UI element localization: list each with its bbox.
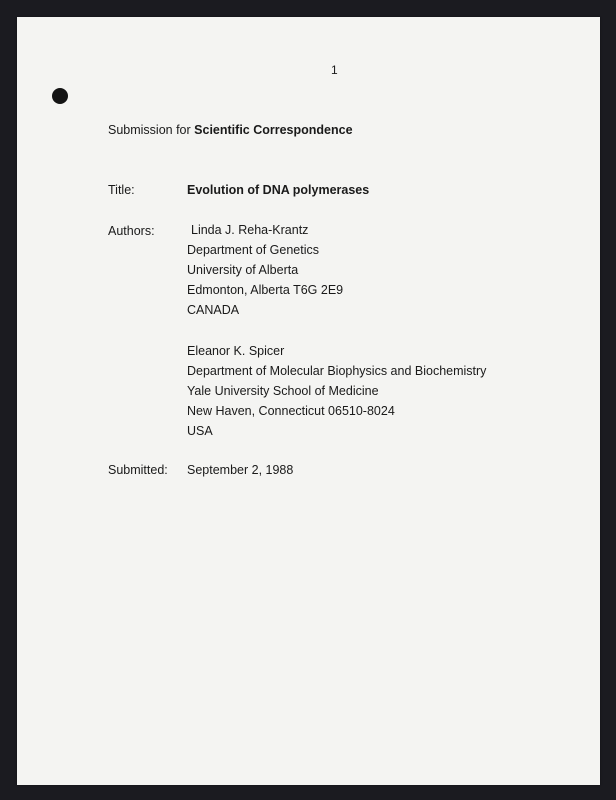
author2-address-line: New Haven, Connecticut 06510-8024 <box>187 404 395 418</box>
author2-name: Eleanor K. Spicer <box>187 344 285 358</box>
author2-address-line: Department of Molecular Biophysics and Biochemistry <box>187 364 487 378</box>
page-number: 1 <box>331 63 338 77</box>
author2-address-line: Yale University School of Medicine <box>187 384 379 398</box>
submitted-label: Submitted: <box>108 463 168 477</box>
author1-block <box>187 220 343 320</box>
punch-hole <box>52 88 68 104</box>
submission-heading <box>108 123 353 137</box>
author2-block <box>187 341 486 441</box>
author1-address-line: University of Alberta <box>187 263 299 277</box>
title-value: Evolution of DNA polymerases <box>187 183 370 197</box>
author1-name: Linda J. Reha-Krantz <box>191 223 309 237</box>
document-page <box>17 17 600 785</box>
authors-label: Authors: <box>108 224 155 238</box>
heading-emphasis: Scientific Correspondence <box>194 123 353 137</box>
author1-address-line: CANADA <box>187 303 240 317</box>
author1-address-line: Edmonton, Alberta T6G 2E9 <box>187 283 344 297</box>
submitted-date: September 2, 1988 <box>187 463 294 477</box>
title-label: Title: <box>108 183 135 197</box>
author1-address-line: Department of Genetics <box>187 243 320 257</box>
heading-prefix: Submission for <box>108 123 191 137</box>
author2-address-line: USA <box>187 424 213 438</box>
